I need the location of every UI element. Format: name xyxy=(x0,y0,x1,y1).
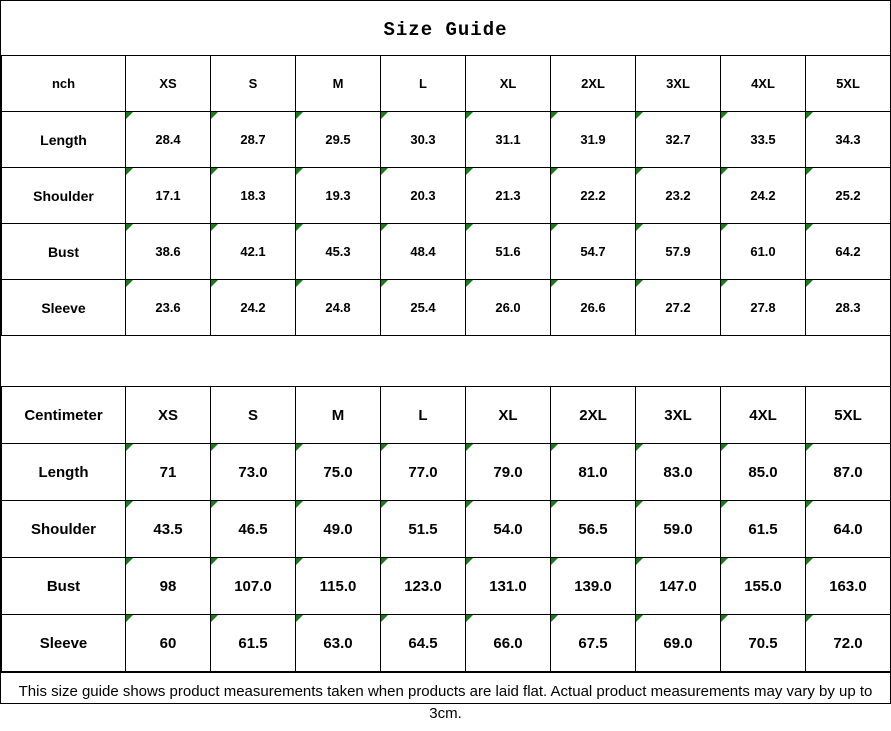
cell-bust-xs: 98 xyxy=(126,558,211,615)
cell-length-2xl: 81.0 xyxy=(551,444,636,501)
cell-sleeve-l: 64.5 xyxy=(381,615,466,672)
cell-sleeve-5xl: 72.0 xyxy=(806,615,891,672)
row-label-shoulder: Shoulder xyxy=(2,501,126,558)
cell-sleeve-2xl: 67.5 xyxy=(551,615,636,672)
cell-shoulder-3xl: 23.2 xyxy=(636,168,721,224)
cell-shoulder-5xl: 25.2 xyxy=(806,168,891,224)
cell-length-l: 77.0 xyxy=(381,444,466,501)
cell-length-xl: 79.0 xyxy=(466,444,551,501)
cell-length-l: 30.3 xyxy=(381,112,466,168)
row-label-length: Length xyxy=(2,444,126,501)
cell-sleeve-s: 61.5 xyxy=(211,615,296,672)
unit-label-centimeter: Centimeter xyxy=(2,387,126,444)
table-row xyxy=(2,501,891,558)
cell-bust-2xl: 139.0 xyxy=(551,558,636,615)
cell-shoulder-m: 19.3 xyxy=(296,168,381,224)
row-label-sleeve: Sleeve xyxy=(2,615,126,672)
cell-bust-xl: 131.0 xyxy=(466,558,551,615)
cell-sleeve-s: 24.2 xyxy=(211,280,296,336)
cell-sleeve-5xl: 28.3 xyxy=(806,280,891,336)
table-row xyxy=(2,444,891,501)
cell-length-5xl: 87.0 xyxy=(806,444,891,501)
cell-bust-l: 123.0 xyxy=(381,558,466,615)
page-title: Size Guide xyxy=(383,19,508,41)
cell-bust-xl: 51.6 xyxy=(466,224,551,280)
table-spacer xyxy=(1,336,890,386)
cell-bust-2xl: 54.7 xyxy=(551,224,636,280)
size-header-5xl: 5XL xyxy=(806,56,891,112)
cell-sleeve-m: 63.0 xyxy=(296,615,381,672)
cell-shoulder-3xl: 59.0 xyxy=(636,501,721,558)
cell-bust-3xl: 147.0 xyxy=(636,558,721,615)
cell-sleeve-m: 24.8 xyxy=(296,280,381,336)
cell-shoulder-l: 20.3 xyxy=(381,168,466,224)
size-header-2xl: 2XL xyxy=(551,56,636,112)
cell-length-s: 73.0 xyxy=(211,444,296,501)
size-header-4xl: 4XL xyxy=(721,56,806,112)
cell-sleeve-l: 25.4 xyxy=(381,280,466,336)
size-header-l: L xyxy=(381,387,466,444)
cell-shoulder-xl: 54.0 xyxy=(466,501,551,558)
cell-length-4xl: 33.5 xyxy=(721,112,806,168)
cell-sleeve-xl: 66.0 xyxy=(466,615,551,672)
size-guide-footnote: This size guide shows product measurements taken when products are laid flat. Actual product measurements may vary by up to 3cm. xyxy=(1,672,890,731)
cell-bust-m: 45.3 xyxy=(296,224,381,280)
cell-bust-m: 115.0 xyxy=(296,558,381,615)
size-header-xs: XS xyxy=(126,56,211,112)
unit-label-inch: nch xyxy=(2,56,126,112)
cell-bust-xs: 38.6 xyxy=(126,224,211,280)
size-header-5xl: 5XL xyxy=(806,387,891,444)
cell-shoulder-5xl: 64.0 xyxy=(806,501,891,558)
cell-length-xs: 28.4 xyxy=(126,112,211,168)
cell-bust-5xl: 163.0 xyxy=(806,558,891,615)
cell-shoulder-m: 49.0 xyxy=(296,501,381,558)
cell-length-3xl: 83.0 xyxy=(636,444,721,501)
cell-sleeve-4xl: 70.5 xyxy=(721,615,806,672)
table-row xyxy=(2,112,891,168)
cell-length-4xl: 85.0 xyxy=(721,444,806,501)
cell-shoulder-4xl: 61.5 xyxy=(721,501,806,558)
cell-sleeve-xs: 60 xyxy=(126,615,211,672)
size-header-4xl: 4XL xyxy=(721,387,806,444)
size-header-m: M xyxy=(296,56,381,112)
row-label-bust: Bust xyxy=(2,558,126,615)
cell-sleeve-2xl: 26.6 xyxy=(551,280,636,336)
cell-length-xl: 31.1 xyxy=(466,112,551,168)
cell-shoulder-s: 18.3 xyxy=(211,168,296,224)
size-header-l: L xyxy=(381,56,466,112)
cell-bust-3xl: 57.9 xyxy=(636,224,721,280)
table-row xyxy=(2,224,891,280)
cell-shoulder-2xl: 22.2 xyxy=(551,168,636,224)
cell-length-3xl: 32.7 xyxy=(636,112,721,168)
size-header-2xl: 2XL xyxy=(551,387,636,444)
row-label-bust: Bust xyxy=(2,224,126,280)
cell-bust-s: 107.0 xyxy=(211,558,296,615)
cell-shoulder-2xl: 56.5 xyxy=(551,501,636,558)
cell-bust-l: 48.4 xyxy=(381,224,466,280)
cell-sleeve-4xl: 27.8 xyxy=(721,280,806,336)
cell-shoulder-xl: 21.3 xyxy=(466,168,551,224)
cell-length-m: 29.5 xyxy=(296,112,381,168)
cell-sleeve-3xl: 69.0 xyxy=(636,615,721,672)
row-label-shoulder: Shoulder xyxy=(2,168,126,224)
cell-sleeve-xs: 23.6 xyxy=(126,280,211,336)
size-header-xl: XL xyxy=(466,387,551,444)
table-header-row xyxy=(2,56,891,112)
cell-length-s: 28.7 xyxy=(211,112,296,168)
size-header-s: S xyxy=(211,56,296,112)
table-row xyxy=(2,168,891,224)
table-row xyxy=(2,280,891,336)
table-row xyxy=(2,558,891,615)
row-label-sleeve: Sleeve xyxy=(2,280,126,336)
cell-length-2xl: 31.9 xyxy=(551,112,636,168)
size-header-xl: XL xyxy=(466,56,551,112)
cell-bust-s: 42.1 xyxy=(211,224,296,280)
cell-shoulder-s: 46.5 xyxy=(211,501,296,558)
size-header-m: M xyxy=(296,387,381,444)
cell-length-5xl: 34.3 xyxy=(806,112,891,168)
inch-size-table xyxy=(1,55,891,336)
cell-length-m: 75.0 xyxy=(296,444,381,501)
size-header-s: S xyxy=(211,387,296,444)
cell-shoulder-xs: 17.1 xyxy=(126,168,211,224)
cell-bust-5xl: 64.2 xyxy=(806,224,891,280)
cell-bust-4xl: 61.0 xyxy=(721,224,806,280)
cell-sleeve-xl: 26.0 xyxy=(466,280,551,336)
size-header-3xl: 3XL xyxy=(636,387,721,444)
cell-length-xs: 71 xyxy=(126,444,211,501)
table-row xyxy=(2,615,891,672)
size-header-3xl: 3XL xyxy=(636,56,721,112)
cell-sleeve-3xl: 27.2 xyxy=(636,280,721,336)
cell-shoulder-4xl: 24.2 xyxy=(721,168,806,224)
cell-shoulder-xs: 43.5 xyxy=(126,501,211,558)
table-header-row xyxy=(2,387,891,444)
centimeter-size-table xyxy=(1,386,891,672)
row-label-length: Length xyxy=(2,112,126,168)
size-header-xs: XS xyxy=(126,387,211,444)
cell-shoulder-l: 51.5 xyxy=(381,501,466,558)
cell-bust-4xl: 155.0 xyxy=(721,558,806,615)
